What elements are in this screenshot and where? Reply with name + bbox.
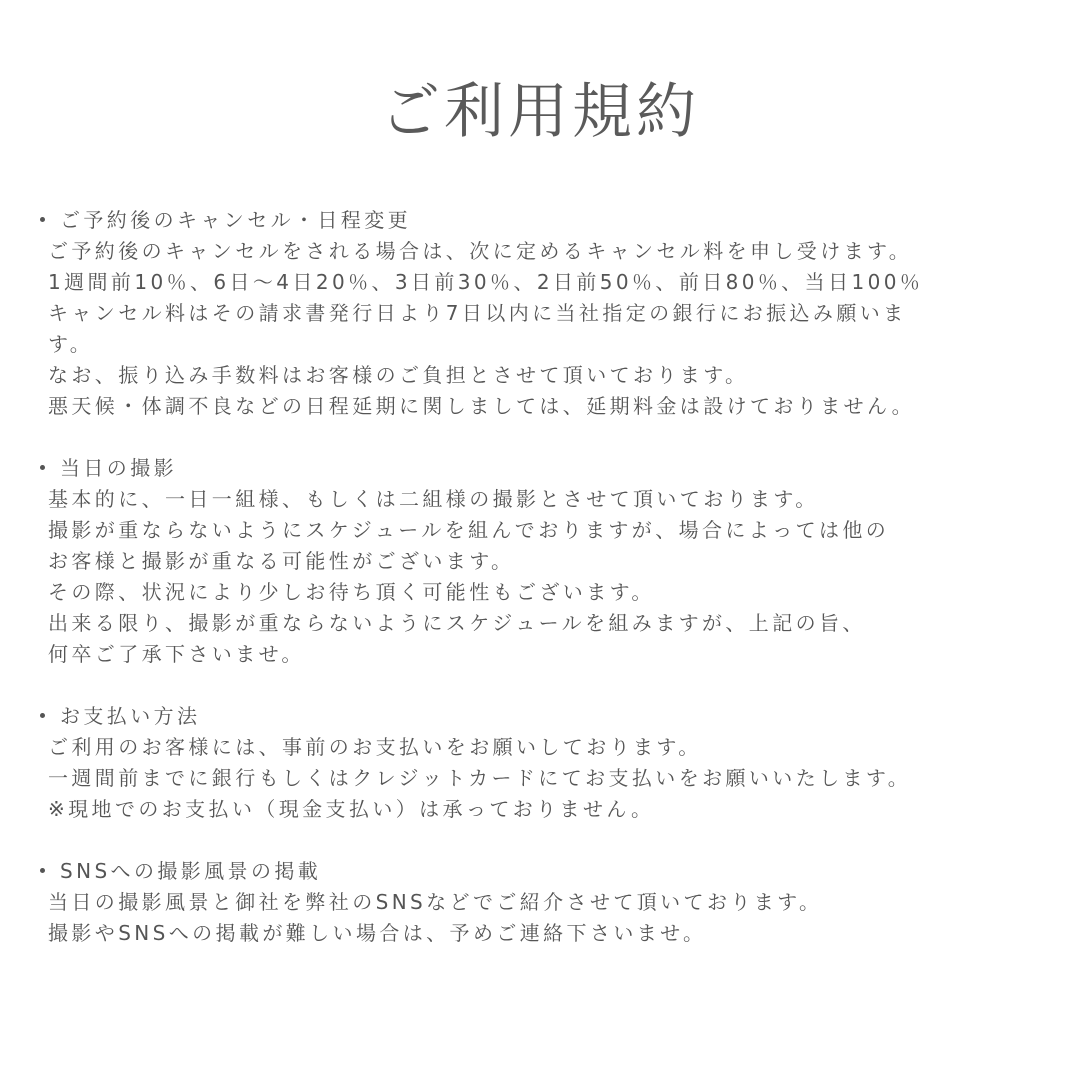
paragraph-line: 当日の撮影風景と御社を弊社のSNSなどでご紹介させて頂いております。	[48, 890, 823, 914]
section-heading-text: 当日の撮影	[60, 456, 177, 480]
paragraph-line: 悪天候・体調不良などの日程延期に関しましては、延期料金は設けておりません。	[48, 394, 915, 418]
paragraph-line: 1週間前10％、6日～4日20％、3日前30％、2日前50％、前日80％、当日100％	[48, 270, 924, 294]
section-heading-text: SNSへの撮影風景の掲載	[60, 859, 322, 883]
terms-body	[40, 205, 1060, 980]
paragraph-line: なお、振り込み手数料はお客様のご負担とさせて頂いております。	[48, 363, 749, 387]
page-title: ご利用規約	[380, 77, 700, 147]
bullet-dot	[40, 217, 45, 222]
bullet-dot	[40, 713, 45, 718]
bullet-dot	[40, 868, 45, 873]
paragraph-line: 出来る限り、撮影が重ならないようにスケジュールを組みますが、上記の旨、	[48, 611, 866, 635]
bullet-dot	[40, 465, 45, 470]
section-payment	[40, 701, 1060, 825]
section-heading	[40, 205, 1060, 236]
paragraph-line: 基本的に、一日一組様、もしくは二組様の撮影とさせて頂いております。	[48, 487, 819, 511]
paragraph-line: 一週間前までに銀行もしくはクレジットカードにてお支払いをお願いいたします。	[48, 766, 912, 790]
section-shooting-day	[40, 453, 1060, 670]
section-heading	[40, 856, 1060, 887]
paragraph-line: 撮影やSNSへの掲載が難しい場合は、予めご連絡下さいませ。	[48, 921, 707, 945]
section-heading	[40, 701, 1060, 732]
paragraph-line: その際、状況により少しお待ち頂く可能性もございます。	[48, 580, 655, 604]
paragraph-line: 撮影が重ならないようにスケジュールを組んでおりますが、場合によっては他の	[48, 518, 890, 542]
section-heading-text: ご予約後のキャンセル・日程変更	[60, 208, 411, 232]
paragraph-line: お客様と撮影が重なる可能性がございます。	[48, 549, 515, 573]
paragraph-line: キャンセル料はその請求書発行日より7日以内に当社指定の銀行にお振込み願いま	[48, 301, 907, 325]
paragraph-line: ※現地でのお支払い（現金支払い）は承っておりません。	[48, 797, 655, 821]
paragraph-line: ご予約後のキャンセルをされる場合は、次に定めるキャンセル料を申し受けます。	[48, 239, 913, 263]
paragraph-line: ご利用のお客様には、事前のお支払いをお願いしております。	[48, 735, 702, 759]
paragraph-line: 何卒ご了承下さいませ。	[48, 642, 305, 666]
section-cancellation	[40, 205, 1060, 422]
section-sns	[40, 856, 1060, 949]
section-heading-text: お支払い方法	[60, 704, 201, 728]
section-heading	[40, 453, 1060, 484]
paragraph-line: す。	[48, 332, 94, 356]
